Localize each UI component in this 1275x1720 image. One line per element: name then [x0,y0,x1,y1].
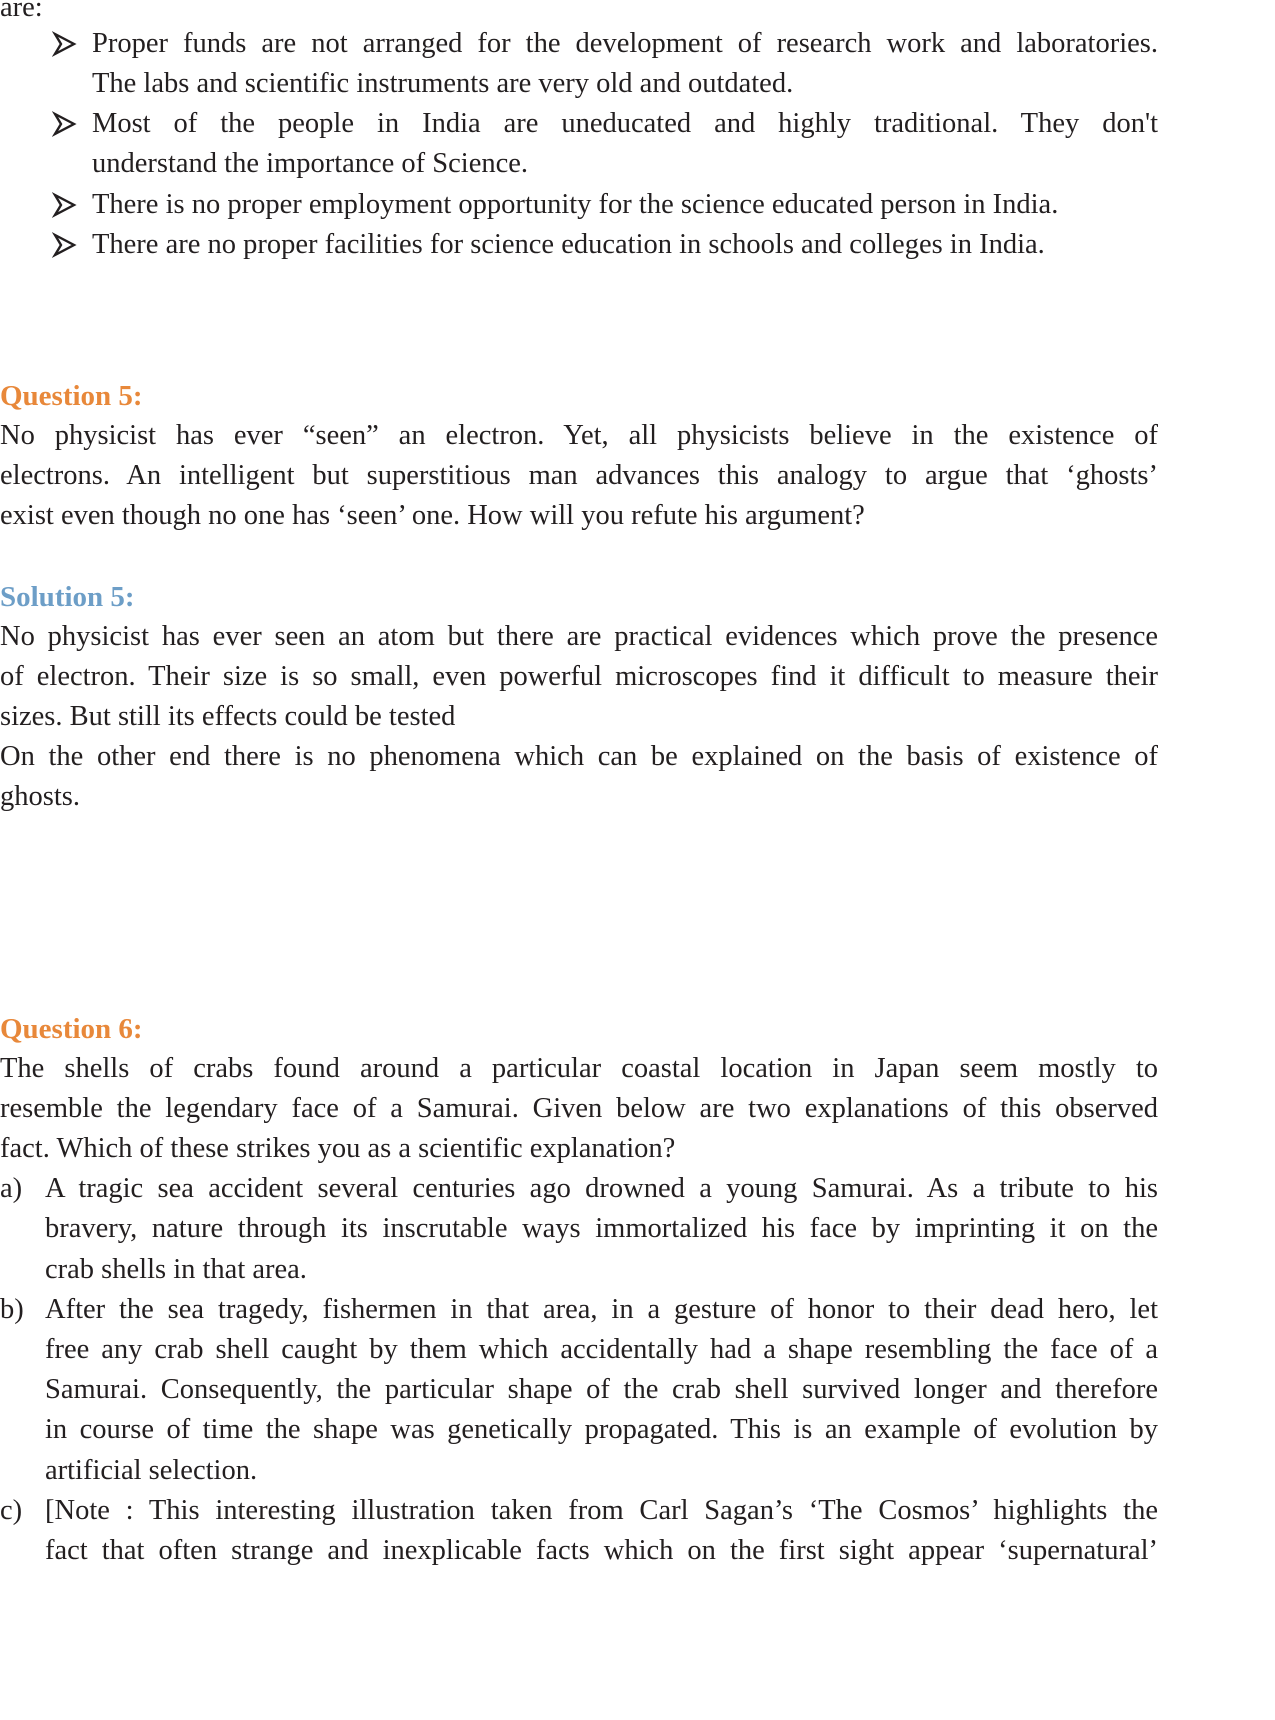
bullet-text-line: There is no proper employment opportunity for the science educated person in India. [92,189,1059,220]
option-text-line: in course of time the shape was genetically propagated. This is an example of evolution by [45,1414,1158,1445]
arrowhead-bullet-icon [52,223,78,267]
option-marker: b) [0,1294,24,1325]
bullet-text-line: The labs and scientific instruments are very old and outdated. [92,68,794,99]
option-text-line: free any crab shell caught by them which accidentally had a shape resembling the face of a [45,1334,1158,1365]
question-5-text-line: electrons. An intelligent but superstitious man advances this analogy to argue that ‘ghosts’ [0,460,1158,491]
question-5-text-line: exist even though no one has ‘seen’ one. How will you refute his argument? [0,500,865,531]
question-6-heading: Question 6: [0,1013,143,1045]
question-6-text-line: fact. Which of these strikes you as a scientific explanation? [0,1133,676,1164]
arrowhead-bullet-icon [52,102,78,146]
solution-5-text-line: On the other end there is no phenomena which can be explained on the basis of existence of [0,741,1158,772]
arrowhead-bullet-icon [52,183,78,227]
solution-5-heading: Solution 5: [0,581,135,613]
option-text-line: After the sea tragedy, fishermen in that area, in a gesture of honor to their dead hero, let [45,1294,1158,1325]
top-fragment: are: [0,0,43,23]
option-text-line: artificial selection. [45,1455,258,1486]
option-marker: c) [0,1495,23,1526]
question-5-text-line: No physicist has ever “seen” an electron. Yet, all physicists believe in the existence of [0,420,1158,451]
question-6-text-line: resemble the legendary face of a Samurai. Given below are two explanations of this observed [0,1093,1158,1124]
bullet-text-line: There are no proper facilities for science education in schools and colleges in India. [92,229,1045,260]
option-text-line: Samurai. Consequently, the particular shape of the crab shell survived longer and therefore [45,1374,1158,1405]
option-text-line: A tragic sea accident several centuries ago drowned a young Samurai. As a tribute to his [45,1173,1158,1204]
option-text-line: fact that often strange and inexplicable facts which on the first sight appear ‘supernatural’ [45,1535,1158,1566]
solution-5-text-line: No physicist has ever seen an atom but there are practical evidences which prove the presence [0,621,1158,652]
option-text-line: crab shells in that area. [45,1254,307,1285]
option-marker: a) [0,1173,23,1204]
option-text-line: [Note : This interesting illustration taken from Carl Sagan’s ‘The Cosmos’ highlights the [45,1495,1158,1526]
question-5-heading: Question 5: [0,380,143,412]
arrowhead-bullet-icon [52,22,78,66]
bullet-text-line: Most of the people in India are uneducated and highly traditional. They don't [92,108,1158,139]
bullet-text-line: understand the importance of Science. [92,148,529,179]
solution-5-text-line: of electron. Their size is so small, even powerful microscopes find it difficult to measure their [0,661,1158,692]
option-text-line: bravery, nature through its inscrutable ways immortalized his face by imprinting it on the [45,1213,1158,1244]
solution-5-text-line: sizes. But still its effects could be tested [0,701,456,732]
bullet-text-line: Proper funds are not arranged for the development of research work and laboratories. [92,28,1158,59]
question-6-text-line: The shells of crabs found around a particular coastal location in Japan seem mostly to [0,1053,1158,1084]
solution-5-text-line: ghosts. [0,781,80,812]
